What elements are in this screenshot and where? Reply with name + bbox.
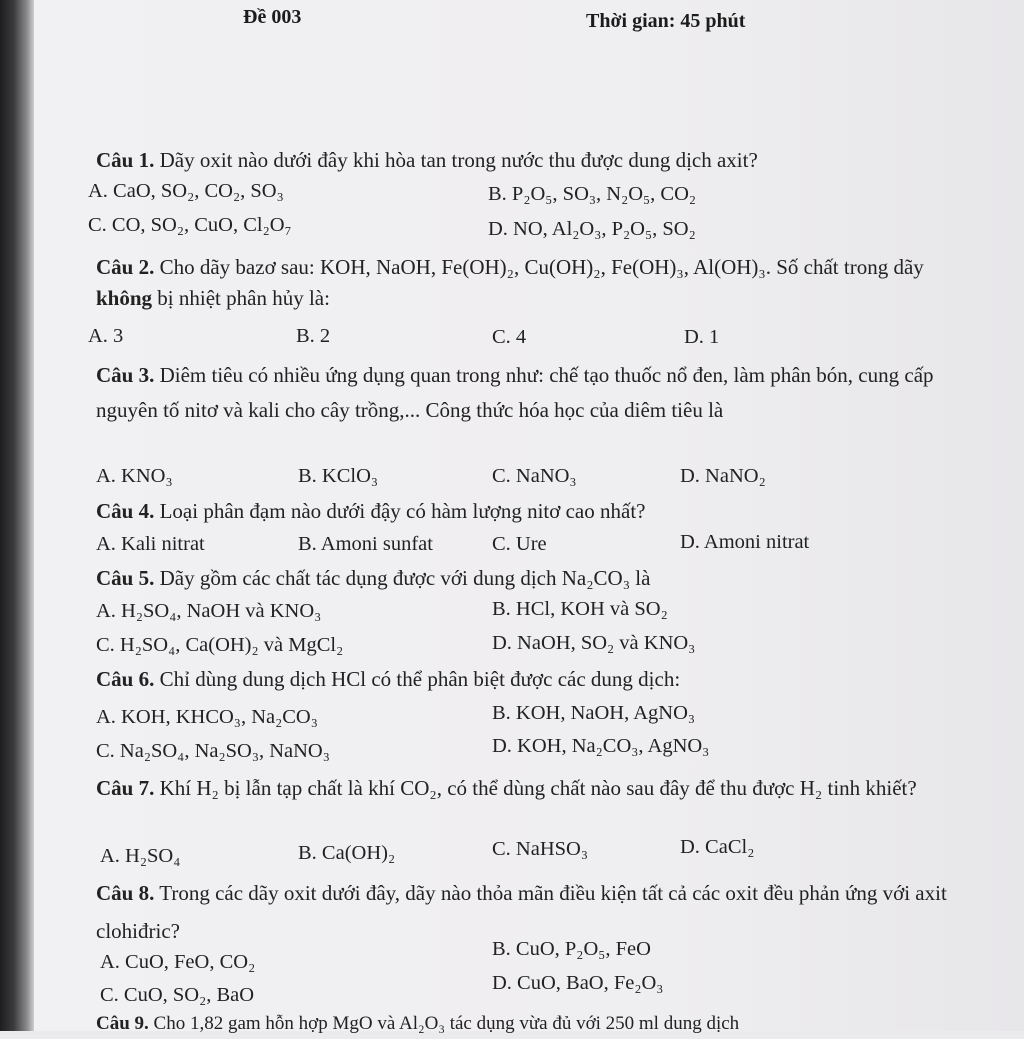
- exam-code: Đề 003: [243, 6, 302, 28]
- question-6: [96, 664, 984, 695]
- option-c[interactable]: C. CuO, SO₂, BaO: [100, 984, 255, 1006]
- question-3: [96, 358, 984, 428]
- question-emphasis: không: [96, 286, 153, 310]
- page-shadow-edge: [0, 0, 34, 1031]
- option-b[interactable]: B. P₂O₅, SO₃, N₂O₅, CO₂: [488, 183, 697, 205]
- option-d[interactable]: D. KOH, Na₂CO₃, AgNO₃: [492, 735, 710, 757]
- question-text: Dãy gồm các chất tác dụng được với dung dịch Na₂CO₃ là: [159, 566, 651, 590]
- option-c[interactable]: C. 4: [492, 326, 527, 348]
- option-b[interactable]: B. KOH, NaOH, AgNO₃: [492, 702, 696, 724]
- option-b[interactable]: B. HCl, KOH và SO₂: [492, 598, 668, 620]
- question-text: Diêm tiêu có nhiều ứng dụng quan trong như: chế tạo thuốc nổ đen, làm phân bón, cung cấp nguyên tố nitơ và kali cho cây trồng,... Công thức hóa học của diêm tiêu là: [96, 363, 934, 422]
- option-b[interactable]: B. KClO₃: [298, 465, 379, 487]
- question-2: [96, 252, 984, 314]
- question-label: Câu 5.: [96, 566, 155, 590]
- option-d[interactable]: D. NO, Al₂O₃, P₂O₅, SO₂: [488, 218, 696, 240]
- option-a[interactable]: A. CaO, SO₂, CO₂, SO₃: [88, 180, 284, 202]
- option-a[interactable]: A. KNO₃: [96, 465, 173, 487]
- option-b[interactable]: B. 2: [296, 325, 331, 347]
- option-c[interactable]: C. CO, SO₂, CuO, Cl₂O₇: [88, 214, 292, 236]
- question-text: Cho dãy bazơ sau: KOH, NaOH, Fe(OH)₂, Cu(OH)₂, Fe(OH)₃, Al(OH)₃. Số chất trong dãy: [159, 255, 924, 279]
- option-d[interactable]: D. Amoni nitrat: [680, 531, 810, 553]
- option-a[interactable]: A. KOH, KHCO₃, Na₂CO₃: [96, 706, 318, 728]
- question-text: Chỉ dùng dung dịch HCl có thể phân biệt được các dung dịch:: [159, 667, 681, 691]
- option-b[interactable]: B. Amoni sunfat: [298, 533, 433, 555]
- option-a[interactable]: A. CuO, FeO, CO₂: [100, 951, 256, 973]
- question-text: Cho 1,82 gam hỗn hợp MgO và Al₂O₃ tác dụng vừa đủ với 250 ml dung dịch: [153, 1013, 740, 1034]
- option-c[interactable]: C. H₂SO₄, Ca(OH)₂ và MgCl₂: [96, 634, 344, 656]
- question-label: Câu 8.: [96, 881, 155, 905]
- question-text: Khí H₂ bị lẫn tạp chất là khí CO₂, có thể dùng chất nào sau đây để thu được H₂ tinh khiết?: [159, 776, 917, 800]
- option-c[interactable]: C. NaNO₃: [492, 465, 577, 487]
- question-label: Câu 2.: [96, 255, 155, 279]
- option-b[interactable]: B. CuO, P₂O₅, FeO: [492, 938, 651, 960]
- question-label: Câu 6.: [96, 667, 155, 691]
- question-1: [96, 145, 984, 176]
- question-label: Câu 7.: [96, 776, 155, 800]
- question-7: [96, 769, 974, 807]
- option-a[interactable]: A. H₂SO₄, NaOH và KNO₃: [96, 600, 322, 622]
- option-a[interactable]: A. Kali nitrat: [96, 533, 205, 555]
- option-d[interactable]: D. NaNO₂: [680, 465, 766, 487]
- option-d[interactable]: D. CuO, BaO, Fe₂O₃: [492, 972, 664, 994]
- option-a[interactable]: A. 3: [88, 325, 124, 347]
- question-label: Câu 4.: [96, 499, 155, 523]
- exam-duration: Thời gian: 45 phút: [586, 10, 746, 32]
- question-9: [96, 1008, 984, 1039]
- option-c[interactable]: C. Ure: [492, 533, 547, 555]
- option-d[interactable]: D. CaCl₂: [680, 836, 755, 858]
- question-label: Câu 1.: [96, 148, 155, 172]
- option-d[interactable]: D. NaOH, SO₂ và KNO₃: [492, 632, 696, 654]
- question-text: Trong các dãy oxit dưới đây, dãy nào thỏa mãn điều kiện tất cả các oxit đều phản ứng với axit clohiđric?: [96, 881, 947, 943]
- option-a[interactable]: A. H₂SO₄: [100, 845, 181, 867]
- option-c[interactable]: C. Na₂SO₄, Na₂SO₃, NaNO₃: [96, 740, 330, 762]
- option-d[interactable]: D. 1: [684, 326, 720, 348]
- question-text: Loại phân đạm nào dưới đậy có hàm lượng nitơ cao nhất?: [159, 499, 646, 523]
- option-c[interactable]: C. NaHSO₃: [492, 838, 588, 860]
- option-b[interactable]: B. Ca(OH)₂: [298, 842, 396, 864]
- question-label: Câu 9.: [96, 1013, 149, 1034]
- question-text: bị nhiệt phân hủy là:: [152, 286, 330, 310]
- question-4: [96, 496, 984, 527]
- question-text: Dãy oxit nào dưới đây khi hòa tan trong nước thu được dung dịch axit?: [159, 148, 758, 172]
- question-label: Câu 3.: [96, 363, 155, 387]
- question-5: [96, 563, 984, 594]
